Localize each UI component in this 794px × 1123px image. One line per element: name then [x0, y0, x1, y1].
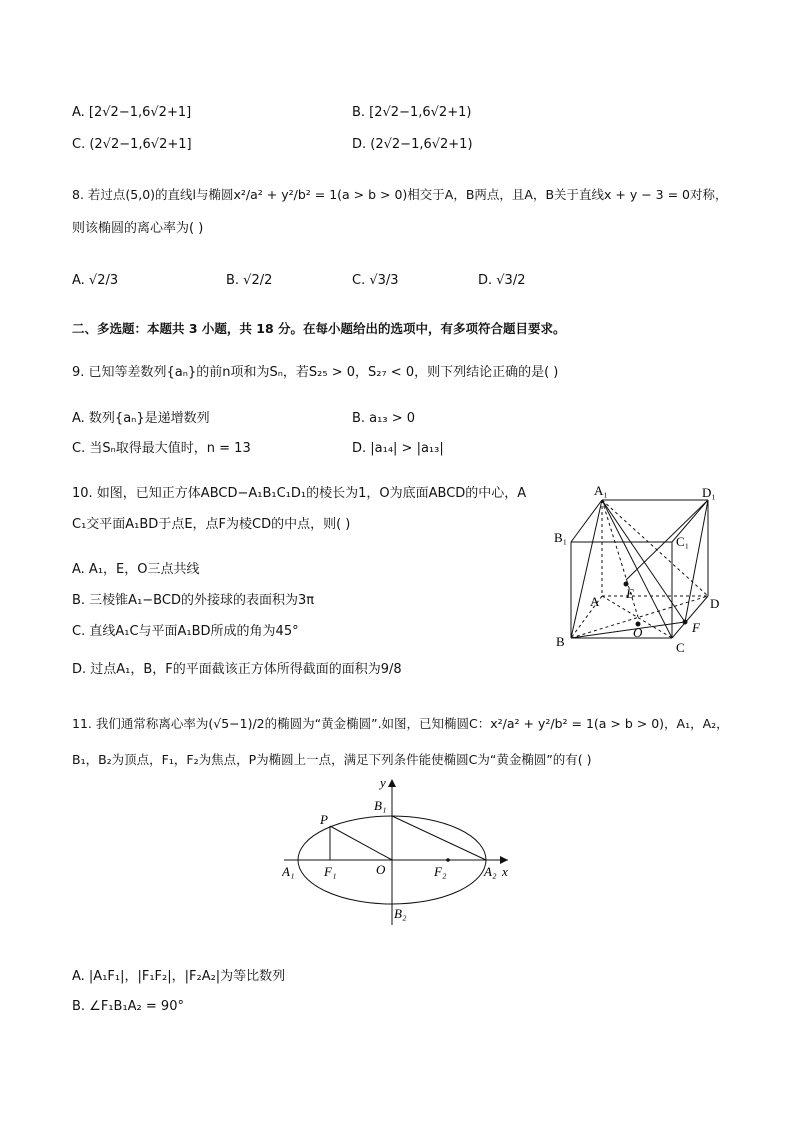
q9-option-a: A. 数列{aₙ}是递增数列	[72, 411, 210, 426]
q11-option-a: A. |A₁F₁|，|F₁F₂|，|F₂A₂|为等比数列	[72, 969, 286, 984]
q10-option-c: C. 直线A₁C与平面A₁BD所成的角为45°	[72, 624, 299, 639]
label-c1: C₁	[676, 534, 690, 549]
label-a1: A₁	[282, 864, 295, 879]
label-d: D	[710, 596, 720, 611]
q10-stem-line1: 10. 如图，已知正方体ABCD−A₁B₁C₁D₁的棱长为1，O为底面ABCD的中心，A	[72, 486, 527, 501]
label-x: x	[502, 864, 508, 879]
section-heading: 二、多选题：本题共 3 小题，共 18 分。在每小题给出的选项中，有多项符合题目要求。	[72, 321, 566, 336]
point-f	[683, 620, 688, 625]
q7-option-d: D. (2√2−1,6√2+1)	[352, 137, 473, 152]
ellipse-figure	[282, 775, 518, 931]
segment-a1d-hidden	[602, 500, 708, 596]
x-axis-arrow	[500, 856, 508, 864]
cube-edge-cd	[672, 596, 708, 638]
q9-option-b: B. a₁₃ > 0	[352, 411, 416, 426]
q10-option-a: A. A₁，E，O三点共线	[72, 562, 200, 577]
label-b1: B₁	[554, 530, 568, 545]
q11-stem-line2: B₁，B₂为顶点，F₁，F₂为焦点，P为椭圆上一点，满足下列条件能使椭圆C为“黄金椭圆”的有( )	[72, 752, 592, 767]
label-o: O	[633, 625, 643, 640]
q8-option-d: D. √3/2	[478, 273, 526, 288]
q10-option-d: D. 过点A₁，B，F的平面截该正方体所得截面的面积为9/8	[72, 662, 402, 677]
q8-option-b: B. √2/2	[226, 273, 273, 288]
q7-option-b: B. [2√2−1,6√2+1)	[352, 105, 472, 120]
label-c: C	[676, 640, 685, 655]
q8-option-a: A. √2/3	[72, 273, 119, 288]
label-a1: A₁	[594, 483, 608, 498]
point-f2	[446, 858, 450, 862]
y-axis-arrow	[388, 779, 396, 787]
label-b1: B₁	[374, 798, 387, 813]
q7-option-c: C. (2√2−1,6√2+1]	[72, 137, 192, 152]
label-a2: A₂	[484, 864, 497, 879]
label-b: B	[556, 634, 565, 649]
label-y: y	[380, 775, 386, 790]
cube-figure	[548, 482, 726, 658]
q9-option-d: D. |a₁₄| > |a₁₃|	[352, 441, 444, 456]
q9-stem: 9. 已知等差数列{aₙ}的前n项和为Sₙ，若S₂₅ > 0，S₂₇ < 0，则下列结论正确的是( )	[72, 365, 559, 380]
q8-stem-line2: 则该椭圆的离心率为( )	[72, 221, 204, 236]
q8-option-c: C. √3/3	[352, 273, 399, 288]
q11-option-b: B. ∠F₁B₁A₂ = 90°	[72, 999, 184, 1014]
q10-stem-line2: C₁交平面A₁BD于点E，点F为棱CD的中点，则( )	[72, 517, 351, 532]
label-o: O	[376, 862, 386, 877]
segment-eod1	[626, 500, 708, 580]
label-a: A	[590, 594, 600, 609]
label-f2: F₂	[434, 864, 447, 879]
label-d1: D₁	[702, 485, 716, 500]
q9-option-c: C. 当Sₙ取得最大值时，n = 13	[72, 441, 251, 456]
q11-stem-line1: 11. 我们通常称离心率为(√5−1)/2的椭圆为“黄金椭圆”.如图，已知椭圆C：x²/a² + y²/b² = 1(a > b > 0)，A₁，A₂，	[72, 716, 729, 731]
segment-d1f	[685, 500, 708, 622]
label-e: E	[626, 586, 634, 601]
q10-option-b: B. 三棱锥A₁−BCD的外接球的表面积为3π	[72, 593, 315, 608]
label-b2: B₂	[394, 906, 407, 921]
q7-option-a: A. [2√2−1,6√2+1]	[72, 105, 192, 120]
segment-po	[330, 826, 392, 860]
segment-b1a2	[392, 816, 486, 860]
label-f1: F₁	[324, 864, 337, 879]
q8-stem-line1: 8. 若过点(5,0)的直线l与椭圆x²/a² + y²/b² = 1(a > b > 0)相交于A，B两点，且A，B关于直线x + y − 3 = 0对称，	[72, 187, 728, 202]
label-p: P	[320, 812, 328, 827]
label-f: F	[692, 620, 700, 635]
